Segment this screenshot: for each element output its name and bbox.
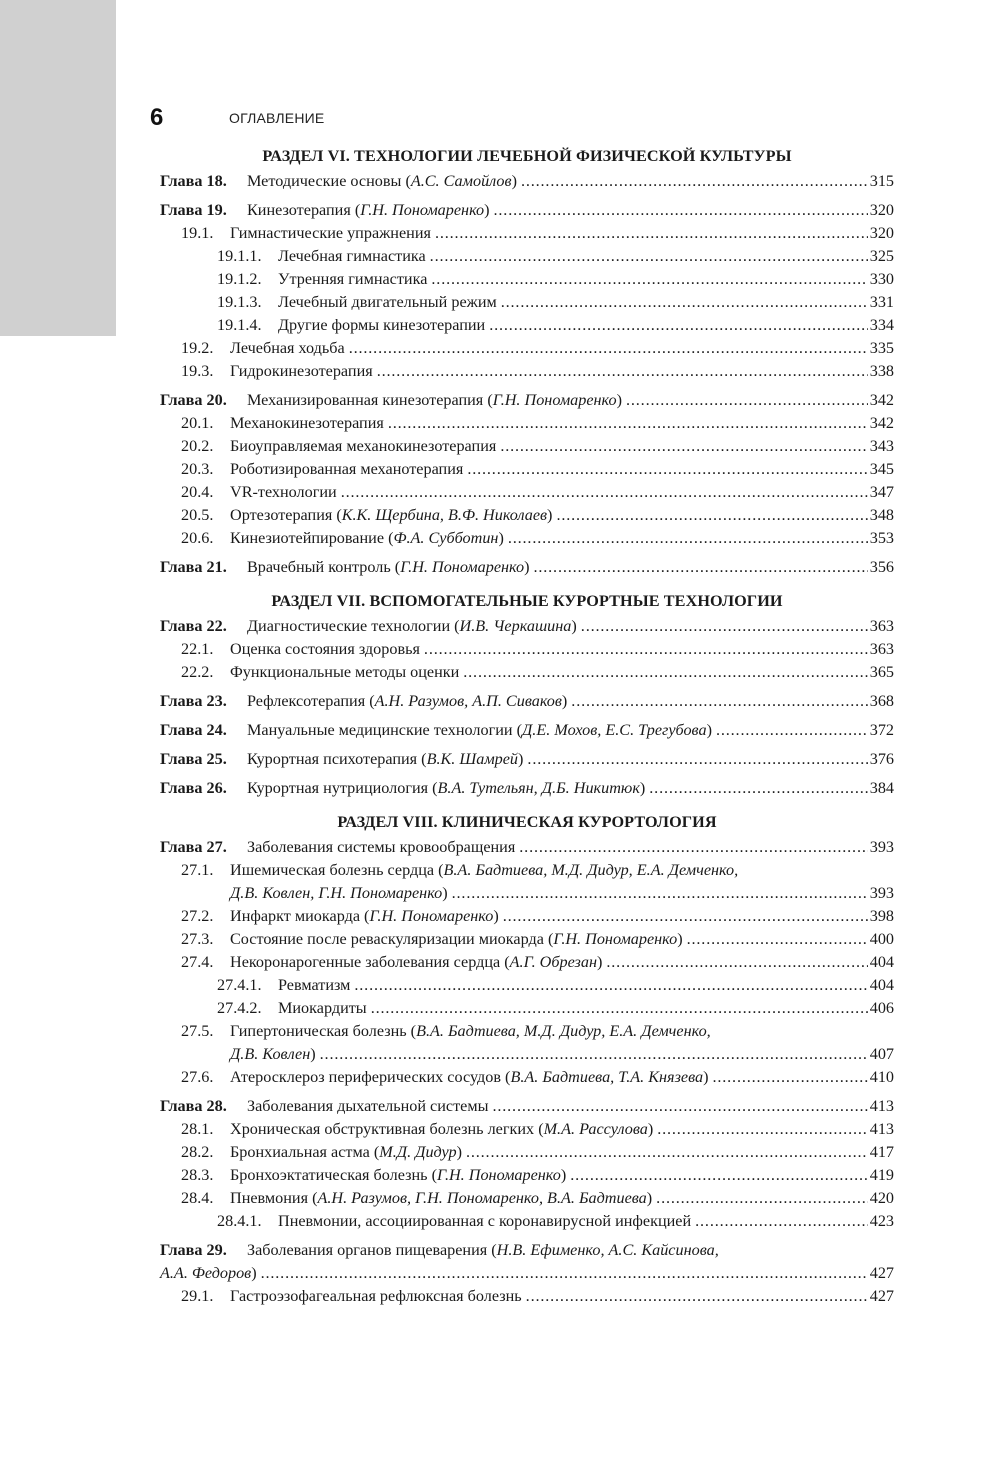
- entry-title: Лечебный двигательный режим: [278, 293, 497, 311]
- page-ref: 406: [869, 999, 894, 1017]
- dot-leader: [492, 1095, 867, 1118]
- dot-leader: [649, 777, 867, 800]
- entry-title: Бронхиальная астма (М.Д. Дидур): [230, 1143, 462, 1161]
- page-ref: 342: [869, 414, 894, 432]
- entry-number: 27.3.: [181, 930, 214, 948]
- toc-entry[interactable]: [160, 974, 894, 997]
- entry-title: Ревматизм: [278, 976, 351, 994]
- entry-title: Заболевания органов пищеварения (Н.В. Ефименко, А.С. Кайсинова,: [247, 1241, 719, 1259]
- page-ref: 419: [869, 1166, 894, 1184]
- toc-entry[interactable]: [160, 997, 894, 1020]
- dot-leader: [533, 556, 867, 579]
- entry-second-line: [181, 882, 894, 905]
- toc-entry[interactable]: [160, 458, 894, 481]
- entry-number: 27.2.: [181, 907, 214, 925]
- page-ref: 330: [869, 270, 894, 288]
- entry-title: Врачебный контроль (Г.Н. Пономаренко): [247, 558, 530, 576]
- dot-leader: [501, 291, 868, 314]
- entry-title: Бронхоэктатическая болезнь (Г.Н. Пономаренко): [230, 1166, 567, 1184]
- entry-first-line: [160, 1239, 894, 1262]
- entry-number: Глава 19.: [160, 201, 227, 219]
- entry-second-line: [160, 1262, 894, 1285]
- section-title: РАЗДЕЛ VII. ВСПОМОГАТЕЛЬНЫЕ КУРОРТНЫЕ ТЕХНОЛОГИИ: [271, 592, 783, 610]
- entry-number: 28.4.: [181, 1189, 214, 1207]
- entry-authors: А.А. Федоров: [160, 1264, 252, 1282]
- entry-title: Пневмонии, ассоциированная с коронавирусной инфекцией: [278, 1212, 692, 1230]
- page-ref: 365: [869, 663, 894, 681]
- entry-number: 20.2.: [181, 437, 214, 455]
- entry-title: Методические основы (А.С. Самойлов): [247, 172, 517, 190]
- entry-number: 27.6.: [181, 1068, 214, 1086]
- toc-entry[interactable]: [160, 389, 894, 412]
- toc-entry[interactable]: [160, 1118, 894, 1141]
- entry-title: Ишемическая болезнь сердца (В.А. Бадтиева, М.Д. Дидур, Е.А. Демченко,: [230, 861, 739, 879]
- toc-entry[interactable]: [160, 1066, 894, 1089]
- entry-title: Рефлексотерапия (А.Н. Разумов, А.П. Сиваков): [247, 692, 568, 710]
- page-ref: 404: [869, 953, 894, 971]
- entry-title: Миокардиты: [278, 999, 367, 1017]
- toc-entry[interactable]: [160, 170, 894, 193]
- entry-authors: А.Г. Обрезан: [509, 953, 597, 971]
- page-ref: 413: [869, 1097, 894, 1115]
- page-ref: 420: [869, 1189, 894, 1207]
- entry-number: 20.1.: [181, 414, 214, 432]
- page-ref: 427: [869, 1287, 894, 1305]
- entry-number: 20.4.: [181, 483, 214, 501]
- toc-entry[interactable]: [160, 504, 894, 527]
- toc-entry[interactable]: [160, 1285, 894, 1308]
- toc-entry[interactable]: [160, 412, 894, 435]
- entry-number: 19.1.2.: [217, 270, 262, 288]
- entry-title: Оценка состояния здоровья: [230, 640, 420, 658]
- dot-leader: [424, 638, 868, 661]
- toc-entry[interactable]: [160, 951, 894, 974]
- entry-authors: Г.Н. Пономаренко: [436, 1166, 561, 1184]
- entry-title: Диагностические технологии (И.В. Черкашина): [247, 617, 577, 635]
- entry-number: 19.3.: [181, 362, 214, 380]
- toc-entry[interactable]: [160, 719, 894, 742]
- dot-leader: [503, 905, 868, 928]
- page-ref: 372: [869, 721, 894, 739]
- entry-number: Глава 20.: [160, 391, 227, 409]
- entry-number: 20.3.: [181, 460, 214, 478]
- entry-authors: Д.Е. Мохов, Е.С. Трегубова: [521, 721, 707, 739]
- toc-entry[interactable]: [160, 314, 894, 337]
- toc-entry[interactable]: [160, 1187, 894, 1210]
- toc-entry[interactable]: [160, 859, 894, 905]
- page-ref: 417: [869, 1143, 894, 1161]
- entry-first-line: [181, 1020, 894, 1043]
- dot-leader: [521, 170, 868, 193]
- toc-entry[interactable]: [160, 748, 894, 771]
- toc-entry[interactable]: [160, 690, 894, 713]
- dot-leader: [657, 1118, 868, 1141]
- page-ref: 413: [869, 1120, 894, 1138]
- entry-authors: М.А. Рассулова: [543, 1120, 648, 1138]
- entry-title: Инфаркт миокарда (Г.Н. Пономаренко): [230, 907, 499, 925]
- dot-leader: [687, 928, 868, 951]
- toc-entry[interactable]: [160, 337, 894, 360]
- dot-leader: [712, 1066, 867, 1089]
- entry-title: Другие формы кинезотерапии: [278, 316, 486, 334]
- entry-title: Пневмония (А.Н. Разумов, Г.Н. Пономаренко, В.А. Бадтиева): [230, 1189, 653, 1207]
- entry-title: Гимнастические упражнения: [230, 224, 431, 242]
- entry-authors: Г.Н. Пономаренко: [553, 930, 678, 948]
- page-ref: 325: [869, 247, 894, 265]
- dot-leader: [626, 389, 868, 412]
- page-ref: 331: [869, 293, 894, 311]
- page-number: 6: [150, 104, 164, 131]
- entry-title: Мануальные медицинские технологии (Д.Е. Мохов, Е.С. Трегубова): [247, 721, 712, 739]
- entry-authors: А.С. Самойлов: [410, 172, 512, 190]
- page-ref: 407: [869, 1045, 894, 1063]
- dot-leader: [526, 1285, 868, 1308]
- entry-number: 19.1.: [181, 224, 214, 242]
- section-title: РАЗДЕЛ VIII. КЛИНИЧЕСКАЯ КУРОРТОЛОГИЯ: [337, 813, 717, 831]
- dot-leader: [519, 836, 867, 859]
- entry-authors: В.К. Шамрей: [426, 750, 519, 768]
- dot-leader: [371, 997, 868, 1020]
- entry-number: Глава 22.: [160, 617, 227, 635]
- toc-entry[interactable]: [160, 527, 894, 550]
- entry-authors: Г.Н. Пономаренко: [400, 558, 525, 576]
- page-ref: 347: [869, 483, 894, 501]
- page-ref: 368: [869, 692, 894, 710]
- entry-title: Атеросклероз периферических сосудов (В.А. Бадтиева, Т.А. Князева): [230, 1068, 709, 1086]
- entry-number: 22.1.: [181, 640, 214, 658]
- page-ref: 376: [869, 750, 894, 768]
- entry-title: Роботизированная механотерапия: [230, 460, 464, 478]
- entry-authors: А.Н. Разумов, А.П. Сиваков: [374, 692, 562, 710]
- page-ref: 343: [869, 437, 894, 455]
- toc-entry[interactable]: [160, 1095, 894, 1118]
- toc-entry[interactable]: [160, 245, 894, 268]
- entry-number: Глава 27.: [160, 838, 227, 856]
- page-ref: 335: [869, 339, 894, 357]
- dot-leader: [463, 661, 867, 684]
- toc-entry[interactable]: [160, 661, 894, 684]
- page-ref: 315: [869, 172, 894, 190]
- entry-number: 19.1.4.: [217, 316, 262, 334]
- entry-authors: Г.Н. Пономаренко: [492, 391, 617, 409]
- entry-number: Глава 24.: [160, 721, 227, 739]
- entry-number: 28.4.1.: [217, 1212, 262, 1230]
- entry-authors: Г.Н. Пономаренко: [369, 907, 494, 925]
- page-ref: 353: [869, 529, 894, 547]
- entry-title: Механокинезотерапия: [230, 414, 384, 432]
- entry-authors: М.Д. Дидур: [379, 1143, 457, 1161]
- entry-title: Курортная нутрициология (В.А. Тутельян, Д.Б. Никитюк): [247, 779, 646, 797]
- entry-number: 28.3.: [181, 1166, 214, 1184]
- toc-entry[interactable]: [160, 1239, 894, 1285]
- entry-title: Кинезиотейпирование (Ф.А. Субботин): [230, 529, 504, 547]
- page-ref: 427: [869, 1264, 894, 1282]
- toc-entry[interactable]: [160, 615, 894, 638]
- dot-leader: [354, 974, 867, 997]
- page-ref: 363: [869, 640, 894, 658]
- dot-leader: [261, 1262, 868, 1285]
- page-ref: 348: [869, 506, 894, 524]
- page-ref: 393: [869, 838, 894, 856]
- toc-entry[interactable]: [160, 928, 894, 951]
- entry-number: 28.1.: [181, 1120, 214, 1138]
- entry-authors: В.А. Бадтиева, М.Д. Дидур, Е.А. Демченко,: [443, 861, 739, 879]
- entry-authors: В.А. Тутельян, Д.Б. Никитюк: [437, 779, 640, 797]
- entry-authors: Н.В. Ефименко, А.С. Кайсинова,: [496, 1241, 719, 1259]
- entry-number: Глава 28.: [160, 1097, 227, 1115]
- toc-entry[interactable]: [160, 291, 894, 314]
- dot-leader: [656, 1187, 868, 1210]
- entry-title: VR-технологии: [230, 483, 337, 501]
- entry-number: 27.1.: [181, 861, 214, 879]
- entry-title-cont: Д.В. Ковлен, Г.Н. Пономаренко): [230, 884, 448, 902]
- toc-entry[interactable]: [160, 1210, 894, 1233]
- toc-entry[interactable]: [160, 435, 894, 458]
- page-ref: 334: [869, 316, 894, 334]
- toc-entry[interactable]: [160, 199, 894, 222]
- entry-title: Заболевания системы кровообращения: [247, 838, 516, 856]
- dot-leader: [570, 1164, 867, 1187]
- entry-title: Ортезотерапия (К.К. Щербина, В.Ф. Николаев): [230, 506, 553, 524]
- dot-leader: [431, 268, 867, 291]
- page-ref: 342: [869, 391, 894, 409]
- entry-title: Курортная психотерапия (В.К. Шамрей): [247, 750, 524, 768]
- entry-title: Заболевания дыхательной системы: [247, 1097, 489, 1115]
- entry-title: Механизированная кинезотерапия (Г.Н. Пономаренко): [247, 391, 622, 409]
- page-ref: 338: [869, 362, 894, 380]
- dot-leader: [377, 360, 868, 383]
- entry-authors: Д.В. Ковлен, Г.Н. Пономаренко: [230, 884, 443, 902]
- entry-number: 27.4.1.: [217, 976, 262, 994]
- entry-title: Гипертоническая болезнь (В.А. Бадтиева, М.Д. Дидур, Е.А. Демченко,: [230, 1022, 711, 1040]
- toc-entry[interactable]: [160, 268, 894, 291]
- entry-number: 20.6.: [181, 529, 214, 547]
- dot-leader: [508, 527, 868, 550]
- dot-leader: [571, 690, 867, 713]
- dot-leader: [695, 1210, 868, 1233]
- dot-leader: [556, 504, 867, 527]
- dot-leader: [466, 1141, 868, 1164]
- page-ref: 404: [869, 976, 894, 994]
- dot-leader: [388, 412, 868, 435]
- entry-number: 27.4.2.: [217, 999, 262, 1017]
- page-ref: 410: [869, 1068, 894, 1086]
- section-title: РАЗДЕЛ VI. ТЕХНОЛОГИИ ЛЕЧЕБНОЙ ФИЗИЧЕСКОЙ КУЛЬТУРЫ: [262, 147, 792, 165]
- entry-number: 20.5.: [181, 506, 214, 524]
- entry-title: Кинезотерапия (Г.Н. Пономаренко): [247, 201, 490, 219]
- entry-first-line: [181, 859, 894, 882]
- toc-entry[interactable]: [160, 638, 894, 661]
- entry-title: Биоуправляемая механокинезотерапия: [230, 437, 497, 455]
- entry-second-line: [181, 1043, 894, 1066]
- entry-title: Состояние после реваскуляризации миокарда (Г.Н. Пономаренко): [230, 930, 683, 948]
- entry-title: Утренняя гимнастика: [278, 270, 428, 288]
- running-head: ОГЛАВЛЕНИЕ: [229, 110, 325, 126]
- entry-number: 19.2.: [181, 339, 214, 357]
- toc-entry[interactable]: [160, 905, 894, 928]
- dot-leader: [494, 199, 868, 222]
- table-of-contents: [160, 141, 894, 1308]
- toc-entry[interactable]: [160, 1141, 894, 1164]
- page-edge-band: [0, 0, 116, 336]
- entry-number: 19.1.3.: [217, 293, 262, 311]
- entry-title: Гастроэзофагеальная рефлюксная болезнь: [230, 1287, 522, 1305]
- dot-leader: [320, 1043, 868, 1066]
- entry-number: Глава 26.: [160, 779, 227, 797]
- entry-number: Глава 25.: [160, 750, 227, 768]
- dot-leader: [716, 719, 868, 742]
- entry-authors: Д.В. Ковлен: [230, 1045, 311, 1063]
- entry-authors: И.В. Черкашина: [459, 617, 572, 635]
- entry-number: Глава 29.: [160, 1241, 227, 1259]
- toc-entry[interactable]: [160, 836, 894, 859]
- dot-leader: [527, 748, 867, 771]
- page-ref: 398: [869, 907, 894, 925]
- entry-title: Функциональные методы оценки: [230, 663, 460, 681]
- entry-title: Хроническая обструктивная болезнь легких (М.А. Рассулова): [230, 1120, 654, 1138]
- page-ref: 384: [869, 779, 894, 797]
- entry-authors: К.К. Щербина, В.Ф. Николаев: [341, 506, 548, 524]
- entry-title: Лечебная гимнастика: [278, 247, 426, 265]
- entry-title: Гидрокинезотерапия: [230, 362, 373, 380]
- page-ref: 320: [869, 224, 894, 242]
- dot-leader: [349, 337, 868, 360]
- page-ref: 393: [869, 884, 894, 902]
- entry-number: 22.2.: [181, 663, 214, 681]
- page-ref: 345: [869, 460, 894, 478]
- dot-leader: [581, 615, 868, 638]
- entry-title: Лечебная ходьба: [230, 339, 345, 357]
- entry-number: Глава 23.: [160, 692, 227, 710]
- toc-entry[interactable]: [160, 777, 894, 800]
- entry-authors: Ф.А. Субботин: [393, 529, 499, 547]
- dot-leader: [606, 951, 867, 974]
- entry-number: 27.5.: [181, 1022, 214, 1040]
- entry-authors: В.А. Бадтиева, М.Д. Дидур, Е.А. Демченко,: [416, 1022, 711, 1040]
- page-ref: 400: [869, 930, 894, 948]
- entry-authors: В.А. Бадтиева, Т.А. Князева: [510, 1068, 704, 1086]
- toc-entry[interactable]: [160, 481, 894, 504]
- page-ref: 320: [869, 201, 894, 219]
- dot-leader: [341, 481, 868, 504]
- page-ref: 356: [869, 558, 894, 576]
- entry-title-cont: А.А. Федоров): [160, 1264, 257, 1282]
- dot-leader: [467, 458, 867, 481]
- toc-entry[interactable]: [160, 360, 894, 383]
- entry-number: Глава 21.: [160, 558, 227, 576]
- entry-authors: А.Н. Разумов, Г.Н. Пономаренко, В.А. Бадтиева: [317, 1189, 647, 1207]
- entry-number: 19.1.1.: [217, 247, 262, 265]
- entry-number: Глава 18.: [160, 172, 227, 190]
- entry-title-cont: Д.В. Ковлен): [230, 1045, 316, 1063]
- dot-leader: [489, 314, 868, 337]
- entry-number: 28.2.: [181, 1143, 214, 1161]
- entry-number: 29.1.: [181, 1287, 214, 1305]
- page-ref: 423: [869, 1212, 894, 1230]
- toc-entry[interactable]: [160, 222, 894, 245]
- dot-leader: [500, 435, 867, 458]
- entry-authors: Г.Н. Пономаренко: [360, 201, 485, 219]
- dot-leader: [452, 882, 868, 905]
- page-ref: 363: [869, 617, 894, 635]
- entry-title: Некоронарогенные заболевания сердца (А.Г. Обрезан): [230, 953, 603, 971]
- toc-entry[interactable]: [160, 556, 894, 579]
- dot-leader: [435, 222, 868, 245]
- entry-number: 27.4.: [181, 953, 214, 971]
- dot-leader: [430, 245, 868, 268]
- toc-entry[interactable]: [160, 1020, 894, 1066]
- toc-entry[interactable]: [160, 1164, 894, 1187]
